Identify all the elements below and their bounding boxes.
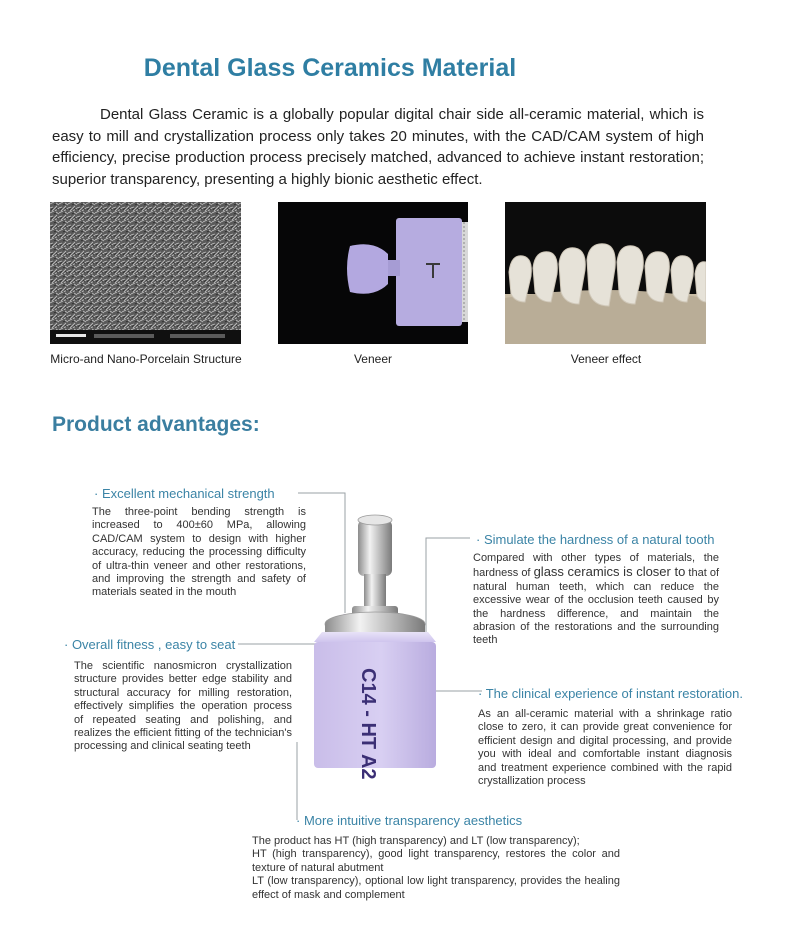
feature-text-hardness-b: glass ceramics is closer to [533, 564, 686, 580]
transparency-line-2: HT (high transparency), good light transparency, restores the color and texture of natural abutment [252, 848, 620, 874]
feature-title-strength: · Excellent mechanical strength [94, 486, 275, 501]
feature-title-transparency: · More intuitive transparency aesthetics [296, 813, 523, 828]
transparency-line-1: The product has HT (high transparency) and LT (low transparency); [252, 835, 580, 847]
feature-text-fitness: The scientific nanosmicron crystallization structure provides better edge stability and structural accuracy for milling restoration, effectively simplifies the operation process of repeated seating and polishing, and realizes the efficient fitting of the technician's processing and clinical seating teeth [74, 660, 292, 753]
feature-text-hardness-a: Compared with other types of materials, the hardness of [473, 552, 719, 580]
microstructure-image [50, 202, 241, 344]
block-label: C14 - HT A2 [357, 668, 379, 780]
veneer-effect-image [505, 202, 706, 344]
page-title: Dental Glass Ceramics Material [143, 54, 517, 82]
feature-text-instant: As an all-ceramic material with a shrinkage ratio close to zero, it can provide great convenience for efficient design and digital processing, and provide you with ideal and comfortable instant diagnosis and treatment experience combined with the rapid crystallization process [478, 708, 732, 788]
feature-title-hardness: · Simulate the hardness of a natural tooth [476, 532, 715, 547]
caption-microstructure: Micro-and Nano-Porcelain Structure [50, 352, 242, 366]
ceramic-block-image [300, 498, 450, 780]
feature-text-transparency [252, 835, 620, 902]
feature-title-instant: · The clinical experience of instant restoration. [478, 686, 743, 701]
intro-paragraph: Dental Glass Ceramic is a globally popular digital chair side all-ceramic material, which is easy to mill and crystallization process only takes 20 minutes, with the CAD/CAM system of high efficiency, precise production process precisely matched, advanced to achieve instant restoration; superior transparency, presenting a highly bionic aesthetic effect. [52, 106, 704, 188]
caption-veneer-effect: Veneer effect [570, 352, 642, 366]
transparency-line-3: LT (low transparency), optional low light transparency, provides the healing effect of mask and complement [252, 875, 620, 901]
feature-text-strength: The three-point bending strength is increased to 400±60 MPa, allowing CAD/CAM system to design with higher accuracy, reducing the processing difficulty of ultra-thin veneer and other restorations, and improving the strength and safety of materials seated in the mouth [92, 506, 306, 599]
feature-title-fitness: · Overall fitness , easy to seat [64, 637, 236, 652]
section-heading: Product advantages: [52, 413, 260, 436]
feature-text-hardness [473, 552, 719, 648]
veneer-image [278, 202, 468, 344]
feature-text-hardness-c: that of natural human teeth, which can reduce the excessive wear of the occlusion teeth caused by the hardness difference, and maintain the abrasion of the restorations and the surrounding teeth [473, 567, 720, 647]
caption-veneer: Veneer [353, 352, 393, 366]
